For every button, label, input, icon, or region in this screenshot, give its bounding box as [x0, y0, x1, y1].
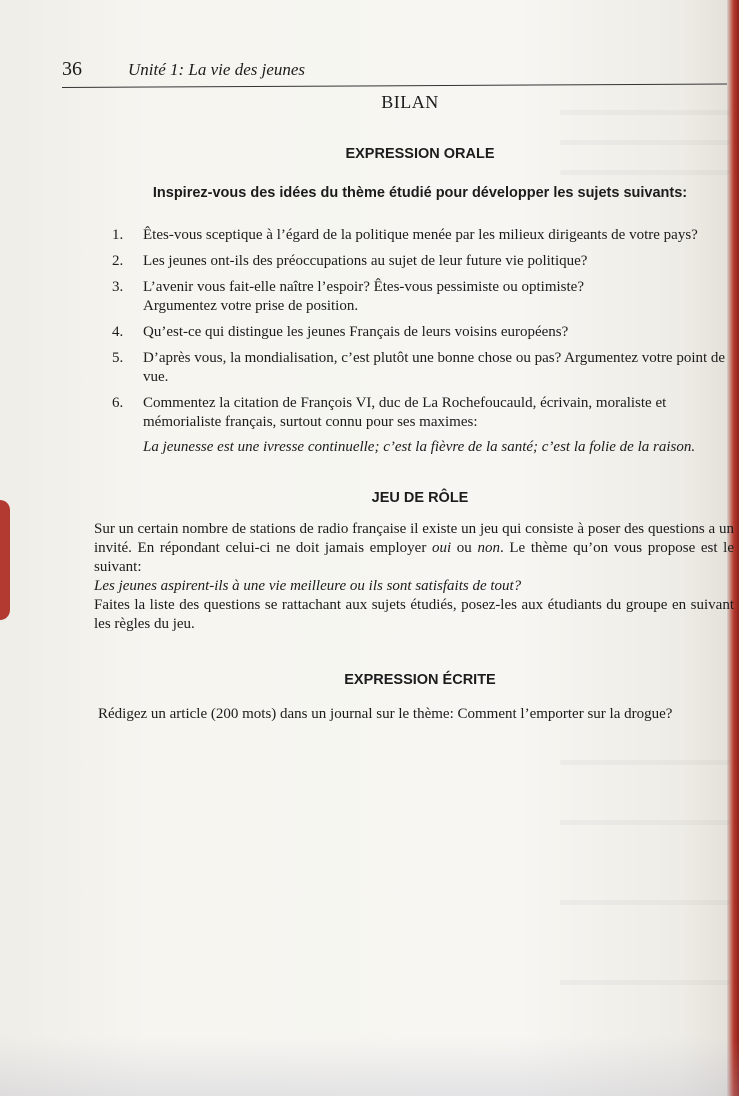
item-text: Commentez la citation de François VI, duc de La Rochefoucauld, écrivain, moraliste et mémorialiste français, surtout connu pour ses maximes: — [143, 395, 667, 430]
list-item — [112, 323, 734, 342]
item-number: 4. — [112, 324, 124, 340]
item-number: 3. — [112, 279, 124, 295]
bleed-through — [560, 110, 730, 115]
item-number: 6. — [112, 395, 124, 411]
bleed-through — [560, 140, 730, 145]
list-item — [112, 252, 734, 271]
item-number: 5. — [112, 350, 124, 366]
intro-text: Inspirez-vous des idées du thème étudié pour développer les sujets suivants: — [152, 185, 688, 201]
item-text: Les jeunes ont-ils des préoccupations au sujet de leur future vie politique? — [143, 253, 588, 269]
expression-orale-intro — [120, 185, 720, 201]
list-item — [112, 226, 734, 245]
list-item — [112, 278, 734, 316]
jeu-de-role-body — [94, 520, 734, 634]
bleed-through — [560, 900, 730, 905]
item-number: 1. — [112, 227, 124, 243]
item-text: Êtes-vous sceptique à l’égard de la politique menée par les milieux dirigeants de votre pays? — [143, 227, 698, 243]
role-text: Sur un certain nombre de stations de radio française il existe un jeu qui consiste à poser des questions a un invité. En répondant celui-ci ne doit jamais employer — [94, 521, 734, 556]
bleed-through — [560, 760, 730, 765]
item-text: Qu’est-ce qui distingue les jeunes Français de leurs voisins européens? — [143, 324, 569, 340]
role-instructions: Faites la liste des questions se rattachant aux sujets étudiés, posez-les aux étudiants du groupe en suivant les règles du jeu. — [94, 597, 734, 632]
expression-orale-heading: EXPRESSION ORALE — [345, 146, 495, 162]
list-item — [112, 394, 734, 457]
maxim-quote: La jeunesse est une ivresse continuelle; c’est la fièvre de la santé; c’est la folie de la raison. — [143, 439, 696, 455]
theme-question: Les jeunes aspirent-ils à une vie meilleure ou ils sont satisfaits de tout? — [94, 578, 522, 594]
page-shadow — [0, 1036, 739, 1096]
page-number: 36 — [62, 58, 82, 80]
word-ou: ou — [451, 540, 478, 556]
bleed-through — [560, 980, 730, 985]
questions-list — [112, 226, 734, 464]
expression-ecrite-text: Rédigez un article (200 mots) dans un journal sur le thème: Comment l’emporter sur la drogue? — [98, 706, 673, 722]
role-text-end: . Le thème qu’on vous propose est le suivant: — [94, 540, 735, 575]
bilan-title: BILAN — [381, 92, 439, 112]
role-paragraph — [94, 520, 734, 577]
jeu-de-role-heading: JEU DE RÔLE — [371, 490, 469, 506]
item-extra: Argumentez votre prise de position. — [143, 298, 359, 314]
item-number: 2. — [112, 253, 124, 269]
expression-ecrite-heading: EXPRESSION ÉCRITE — [344, 672, 496, 688]
unit-title: Unité 1: La vie des jeunes — [128, 60, 306, 79]
word-non: non — [477, 540, 500, 556]
running-header — [62, 58, 722, 84]
word-oui: oui — [431, 540, 452, 556]
page-corner — [0, 500, 10, 620]
list-item — [112, 349, 734, 387]
header-rule — [62, 84, 727, 88]
item-text: L’avenir vous fait-elle naître l’espoir? Êtes-vous pessimiste ou optimiste? — [143, 279, 584, 295]
item-text: D’après vous, la mondialisation, c’est plutôt une bonne chose ou pas? Argumentez votre point de vue. — [143, 350, 726, 385]
bleed-through — [560, 170, 730, 175]
bleed-through — [560, 820, 730, 825]
